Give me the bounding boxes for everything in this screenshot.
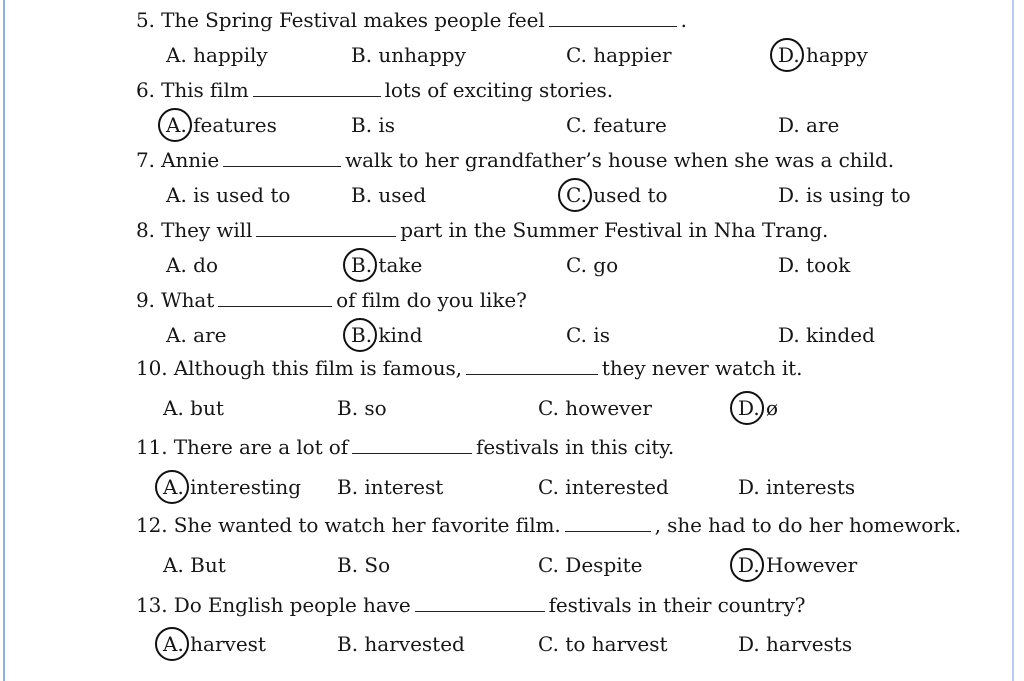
question-text: of film do you like? bbox=[336, 288, 527, 312]
option-a: A. are bbox=[166, 323, 227, 347]
option-a: A. harvest bbox=[163, 632, 266, 656]
answer-blank bbox=[256, 220, 396, 237]
option-c: C. however bbox=[538, 396, 652, 420]
answer-blank bbox=[223, 150, 341, 167]
answer-circle-mark bbox=[155, 470, 189, 504]
answer-circle-mark bbox=[730, 391, 764, 425]
option-b: B. kind bbox=[351, 323, 423, 347]
question-text: lots of exciting stories. bbox=[384, 78, 613, 102]
option-b: B. harvested bbox=[337, 632, 465, 656]
answer-circle-mark bbox=[343, 318, 377, 352]
answer-blank bbox=[565, 515, 651, 532]
option-d: D. However bbox=[738, 553, 857, 577]
option-c: C. is bbox=[566, 323, 610, 347]
option-c: C. happier bbox=[566, 43, 672, 67]
option-b: B. used bbox=[351, 183, 427, 207]
answer-blank bbox=[352, 437, 472, 454]
option-c: C. to harvest bbox=[538, 632, 668, 656]
option-a: A. but bbox=[163, 396, 224, 420]
option-d: D. took bbox=[778, 253, 851, 277]
option-b: B. so bbox=[337, 396, 387, 420]
option-b: B. unhappy bbox=[351, 43, 466, 67]
option-d: D. kinded bbox=[778, 323, 875, 347]
option-a: A. But bbox=[163, 553, 226, 577]
option-b: B. take bbox=[351, 253, 422, 277]
question-stem bbox=[136, 513, 961, 537]
question-stem bbox=[136, 288, 527, 312]
question-stem bbox=[136, 435, 674, 459]
answer-circle-mark bbox=[343, 248, 377, 282]
option-a: A. features bbox=[166, 113, 277, 137]
question-stem bbox=[136, 356, 802, 380]
question-text: 8. They will bbox=[136, 218, 253, 242]
question-text: 9. What bbox=[136, 288, 215, 312]
question-text: 7. Annie bbox=[136, 148, 220, 172]
question-text: 5. The Spring Festival makes people feel bbox=[136, 8, 545, 32]
question-text: festivals in this city. bbox=[476, 435, 675, 459]
answer-blank bbox=[253, 80, 381, 97]
question-text: 12. She wanted to watch her favorite film. bbox=[136, 513, 561, 537]
option-d: D. is using to bbox=[778, 183, 911, 207]
question-text: they never watch it. bbox=[601, 356, 803, 380]
option-d: D. happy bbox=[778, 43, 868, 67]
question-text: . bbox=[680, 8, 687, 32]
question-stem bbox=[136, 78, 613, 102]
option-d: D. interests bbox=[738, 475, 856, 499]
question-stem bbox=[136, 8, 687, 32]
option-c: C. feature bbox=[566, 113, 667, 137]
answer-blank bbox=[218, 290, 332, 307]
answer-circle-mark bbox=[158, 108, 192, 142]
option-b: B. So bbox=[337, 553, 391, 577]
question-text: part in the Summer Festival in Nha Trang. bbox=[400, 218, 829, 242]
option-c: C. used to bbox=[566, 183, 668, 207]
answer-blank bbox=[549, 10, 677, 27]
question-stem bbox=[136, 218, 828, 242]
option-c: C. go bbox=[566, 253, 619, 277]
option-d: D. ø bbox=[738, 396, 778, 420]
option-a: A. interesting bbox=[163, 475, 301, 499]
answer-circle-mark bbox=[730, 548, 764, 582]
option-b: B. interest bbox=[337, 475, 444, 499]
option-d: D. are bbox=[778, 113, 840, 137]
option-c: C. Despite bbox=[538, 553, 643, 577]
question-text: 6. This film bbox=[136, 78, 249, 102]
option-d: D. harvests bbox=[738, 632, 853, 656]
question-text: , she had to do her homework. bbox=[654, 513, 961, 537]
answer-circle-mark bbox=[770, 38, 804, 72]
question-text: festivals in their country? bbox=[548, 593, 806, 617]
answer-blank bbox=[466, 358, 598, 375]
option-a: A. happily bbox=[166, 43, 268, 67]
answer-circle-mark bbox=[558, 178, 592, 212]
option-a: A. do bbox=[166, 253, 219, 277]
option-a: A. is used to bbox=[166, 183, 291, 207]
question-stem bbox=[136, 593, 805, 617]
answer-circle-mark bbox=[155, 627, 189, 661]
question-text: 10. Although this film is famous, bbox=[136, 356, 462, 380]
question-text: 13. Do English people have bbox=[136, 593, 411, 617]
option-b: B. is bbox=[351, 113, 396, 137]
question-text: 11. There are a lot of bbox=[136, 435, 349, 459]
question-text: walk to her grandfather’s house when she was a child. bbox=[345, 148, 895, 172]
answer-blank bbox=[415, 595, 545, 612]
question-stem bbox=[136, 148, 894, 172]
option-c: C. interested bbox=[538, 475, 669, 499]
